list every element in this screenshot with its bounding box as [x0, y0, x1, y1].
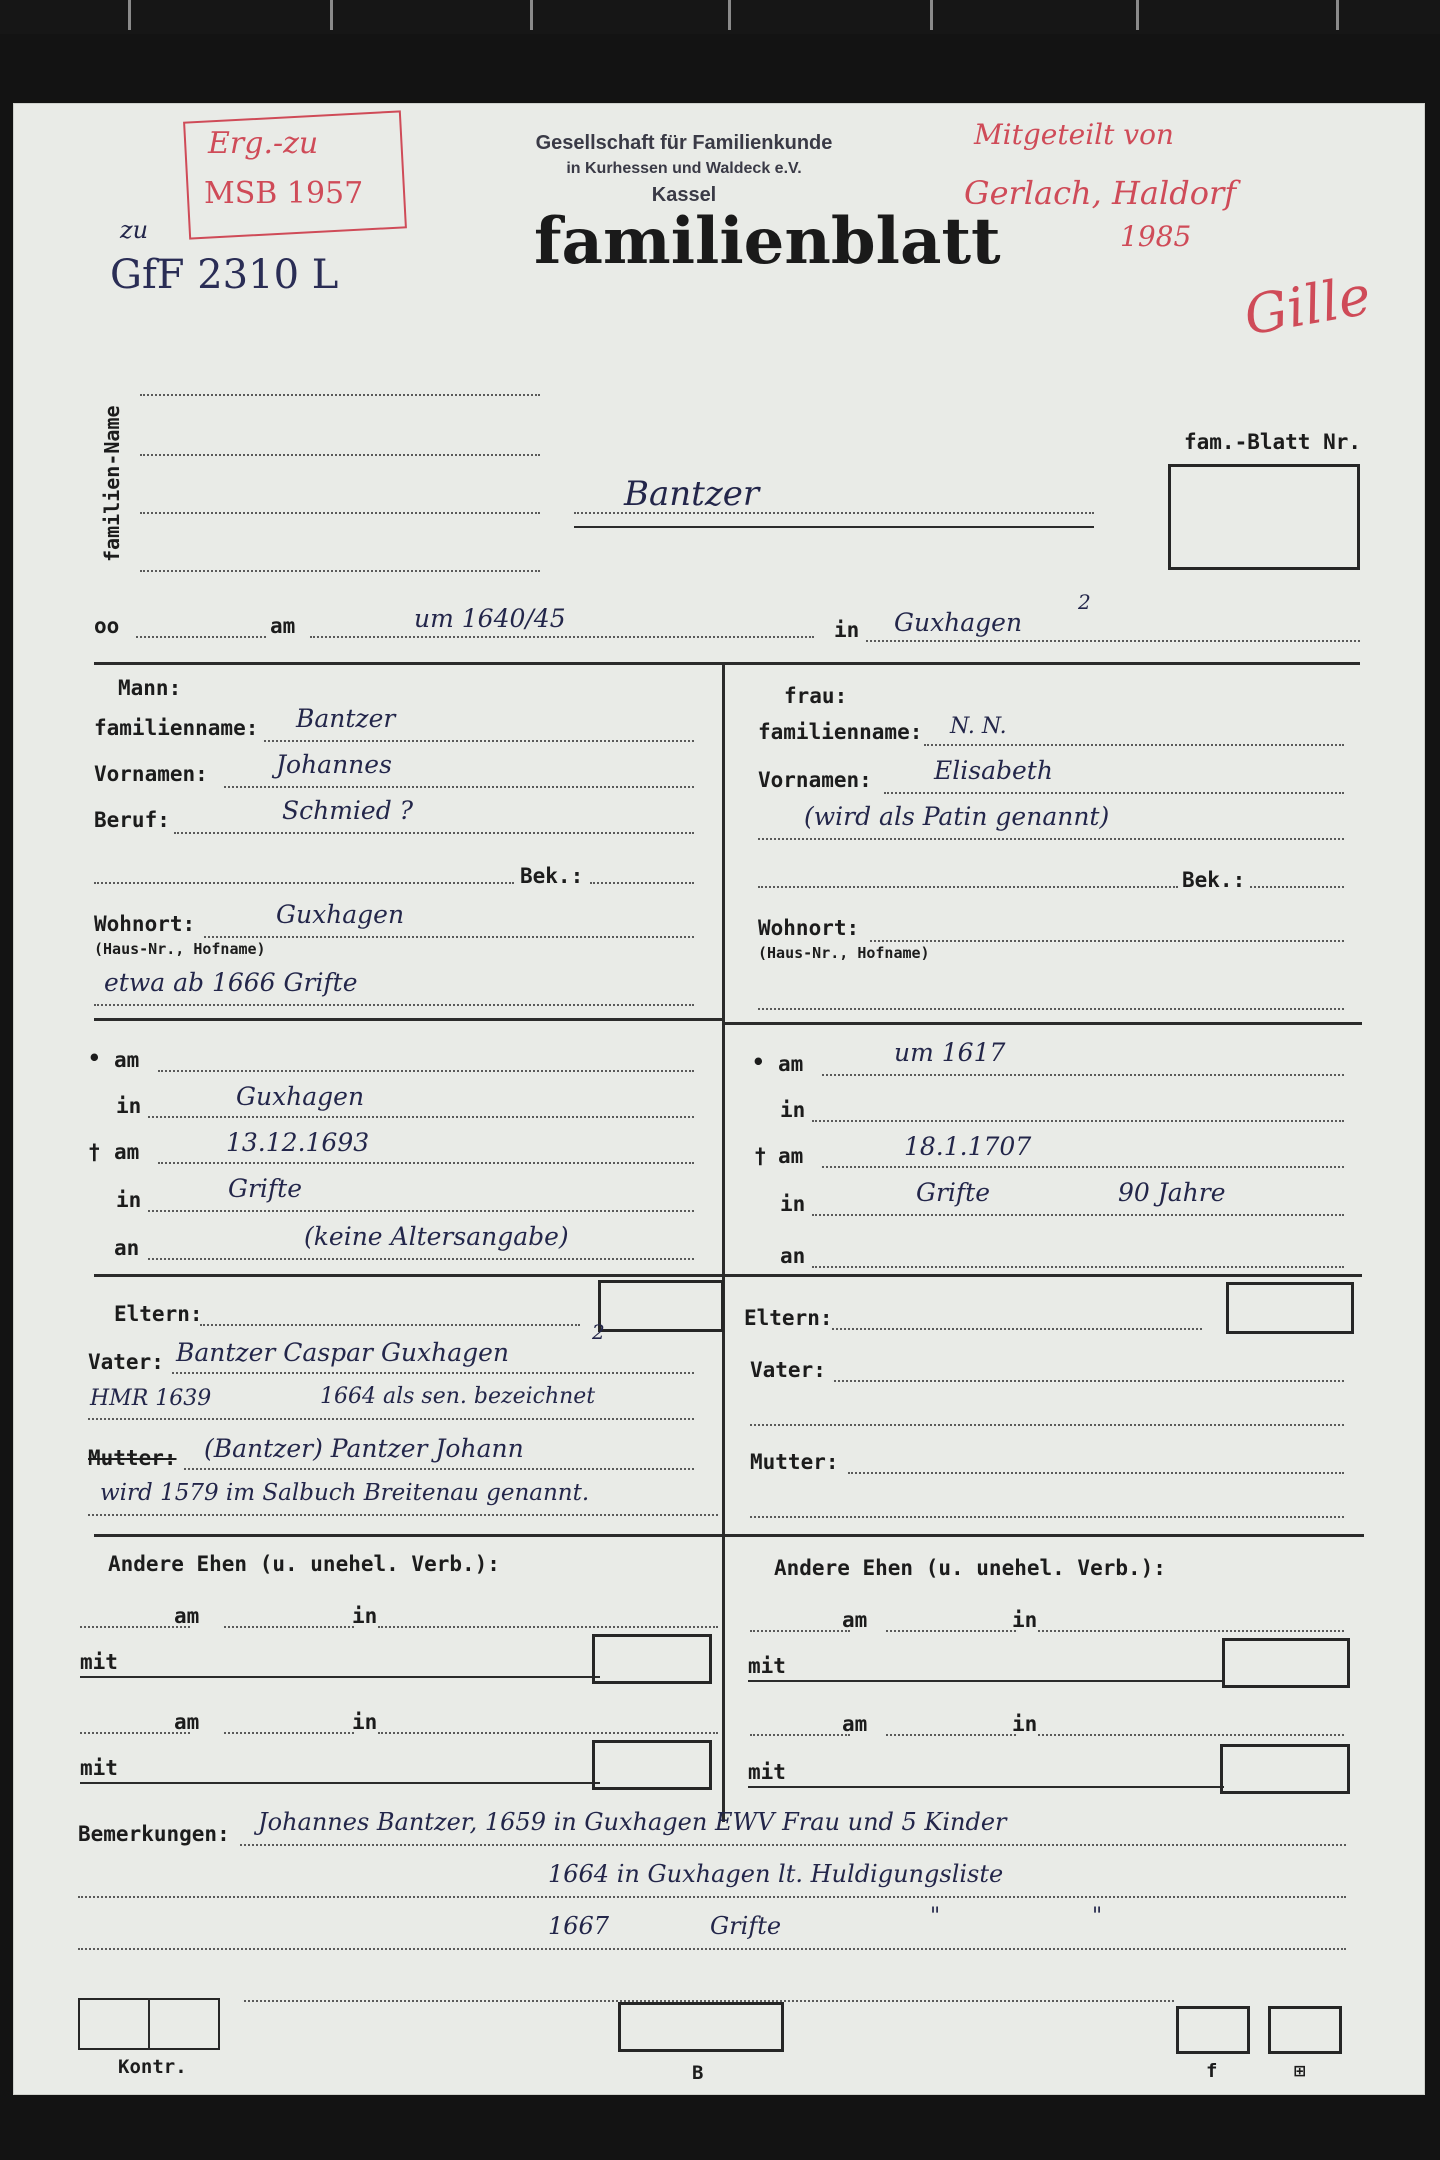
man-job: Schmied ?	[282, 796, 414, 825]
ref-prefix: zu	[120, 216, 149, 244]
stamp-line-1: Erg.-zu	[208, 126, 319, 161]
man-father-label: Vater:	[88, 1350, 164, 1374]
woman-bek-label: Bek.:	[1182, 868, 1246, 892]
section-rule	[94, 662, 1360, 665]
ditto-mark: "	[930, 1904, 941, 1929]
man-other-am-label-2: am	[174, 1710, 200, 1734]
family-name-side-label: familien-Name	[100, 405, 124, 562]
dotted-line	[750, 1424, 1344, 1426]
man-surname: Bantzer	[296, 704, 396, 733]
man-death-am-label: am	[114, 1140, 140, 1164]
dotted-line	[590, 882, 694, 884]
dotted-line	[758, 1008, 1344, 1010]
b-box[interactable]	[618, 2002, 784, 2052]
dotted-line	[172, 1372, 694, 1374]
dotted-line	[140, 394, 540, 396]
dotted-line	[224, 1732, 354, 1734]
man-birth-symbol: •	[88, 1046, 101, 1070]
man-mother-extra: wird 1579 im Salbuch Breitenau genannt.	[100, 1480, 590, 1506]
b-label: B	[692, 2062, 704, 2084]
dotted-line	[240, 1844, 1346, 1846]
dotted-line	[78, 1948, 1346, 1950]
dotted-line	[174, 832, 694, 834]
man-residence: Guxhagen	[276, 900, 405, 929]
man-residence-label: Wohnort:	[94, 912, 196, 936]
film-tick	[1136, 0, 1139, 30]
woman-surname-label: familienname:	[758, 720, 923, 744]
dotted-line	[148, 1258, 694, 1260]
woman-death-symbol: †	[754, 1144, 767, 1168]
woman-birth-am-label: am	[778, 1052, 804, 1076]
man-mother: (Bantzer) Pantzer Johann	[204, 1434, 524, 1463]
society-city: Kassel	[651, 184, 717, 206]
woman-firstname: Elisabeth	[934, 756, 1053, 785]
woman-death-date: 18.1.1707	[904, 1132, 1032, 1161]
dotted-line	[158, 1162, 694, 1164]
man-death-place: Grifte	[228, 1174, 303, 1203]
man-birth-in-label: in	[116, 1094, 142, 1118]
film-top-strip	[0, 0, 1440, 34]
man-other-marriages-label: Andere Ehen (u. unehel. Verb.):	[108, 1552, 500, 1576]
woman-parents-label: Eltern:	[744, 1306, 833, 1330]
plus-label: ⊞	[1294, 2060, 1306, 2082]
marriage-in-label: in	[834, 618, 860, 642]
man-residence-sub: (Haus-Nr., Hofname)	[94, 940, 266, 958]
dotted-line	[204, 936, 694, 938]
kontr-label: Kontr.	[118, 2056, 187, 2078]
man-parents-label: Eltern:	[114, 1302, 203, 1326]
dotted-line	[886, 1630, 1016, 1632]
dotted-line	[78, 1896, 1346, 1898]
woman-other-in-label-2: in	[1012, 1712, 1038, 1736]
man-birth-place: Guxhagen	[236, 1082, 365, 1111]
man-job-label: Beruf:	[94, 808, 170, 832]
note-line-2: Gerlach, Haldorf	[964, 174, 1237, 212]
dotted-line	[812, 1266, 1344, 1268]
man-death-symbol: †	[88, 1140, 101, 1164]
man-other-mit-label: mit	[80, 1650, 118, 1674]
man-other-in-label: in	[352, 1604, 378, 1628]
man-father-extra-1: HMR 1639	[90, 1386, 212, 1411]
dotted-line	[224, 1626, 354, 1628]
dotted-line	[866, 640, 1360, 642]
dotted-line	[822, 1074, 1344, 1076]
dotted-line	[758, 886, 1178, 888]
dotted-line	[750, 1630, 850, 1632]
dotted-line	[158, 1070, 694, 1072]
page-title: familienblatt	[534, 204, 1001, 279]
dotted-line	[140, 512, 540, 514]
film-tick	[128, 0, 131, 30]
dotted-line	[750, 1516, 1344, 1518]
man-heading: Mann:	[118, 676, 182, 700]
woman-death-place: Grifte	[916, 1178, 991, 1207]
dotted-line	[834, 1380, 1344, 1382]
woman-other-in-label: in	[1012, 1608, 1038, 1632]
center-divider	[722, 662, 725, 1822]
sheet-no-box[interactable]	[1168, 464, 1360, 570]
dotted-line	[148, 1116, 694, 1118]
marriage-date: um 1640/45	[414, 604, 566, 633]
dotted-line	[574, 512, 1094, 514]
man-death-in-label: in	[116, 1188, 142, 1212]
man-death-an-label: an	[114, 1236, 140, 1260]
surname-rule	[574, 526, 1094, 528]
remarks-label: Bemerkungen:	[78, 1822, 230, 1846]
marriage-am-label: am	[270, 614, 296, 638]
woman-other-box-2[interactable]	[1220, 1744, 1350, 1794]
film-tick	[1336, 0, 1339, 30]
marriage-symbol: oo	[94, 614, 120, 638]
dotted-line	[1250, 886, 1344, 888]
man-residence-extra: etwa ab 1666 Grifte	[104, 968, 358, 997]
man-other-box-2[interactable]	[592, 1740, 712, 1790]
dotted-line	[758, 838, 1344, 840]
man-surname-label: familienname:	[94, 716, 259, 740]
film-tick	[930, 0, 933, 30]
mit-rule	[748, 1680, 1224, 1682]
man-firstname-label: Vornamen:	[94, 762, 208, 786]
man-father: Bantzer Caspar Guxhagen	[176, 1338, 510, 1367]
dotted-line	[870, 940, 1344, 942]
man-parents-box[interactable]	[598, 1280, 724, 1332]
woman-residence-sub: (Haus-Nr., Hofname)	[758, 944, 930, 962]
woman-other-am-label-2: am	[842, 1712, 868, 1736]
dotted-line	[94, 1004, 694, 1006]
dotted-line	[224, 786, 694, 788]
man-bek-label: Bek.:	[520, 864, 584, 888]
woman-note: (wird als Patin genannt)	[804, 802, 1110, 831]
man-other-box-1[interactable]	[592, 1634, 712, 1684]
dotted-line	[884, 792, 1344, 794]
note-line-3: 1985	[1120, 220, 1192, 253]
man-death-date: 13.12.1693	[226, 1128, 370, 1157]
man-birth-am-label: am	[114, 1048, 140, 1072]
sheet-no-label: fam.-Blatt Nr.	[1184, 430, 1362, 454]
dotted-line	[140, 454, 540, 456]
woman-surname: N. N.	[950, 714, 1007, 739]
woman-other-marriages-label: Andere Ehen (u. unehel. Verb.):	[774, 1556, 1166, 1580]
dotted-line	[140, 570, 540, 572]
woman-other-mit-label-2: mit	[748, 1760, 786, 1784]
woman-other-box-1[interactable]	[1222, 1638, 1350, 1688]
woman-other-am-label: am	[842, 1608, 868, 1632]
family-surname: Bantzer	[624, 474, 760, 514]
family-sheet	[14, 104, 1424, 2094]
man-father-note: 2	[592, 1320, 605, 1344]
dotted-line	[88, 1514, 718, 1516]
dotted-line	[184, 1468, 694, 1470]
dotted-line	[200, 1324, 580, 1326]
section-rule	[94, 1018, 724, 1021]
woman-other-mit-label: mit	[748, 1654, 786, 1678]
woman-death-age: 90 Jahre	[1118, 1178, 1226, 1207]
dotted-line	[750, 1734, 850, 1736]
dotted-line	[88, 1418, 694, 1420]
woman-birth-symbol: •	[752, 1050, 765, 1074]
mit-rule	[80, 1782, 600, 1784]
society-region: in Kurhessen und Waldeck e.V.	[566, 160, 802, 177]
dotted-line	[378, 1732, 718, 1734]
man-death-cause: (keine Altersangabe)	[304, 1222, 569, 1251]
dotted-line	[310, 636, 814, 638]
woman-death-am-label: am	[778, 1144, 804, 1168]
woman-death-in-label: in	[780, 1192, 806, 1216]
man-other-mit-label-2: mit	[80, 1756, 118, 1780]
marriage-note: 2	[1078, 590, 1091, 614]
woman-heading: frau:	[784, 684, 848, 708]
remarks-line-3-year: 1667	[548, 1912, 610, 1940]
society-name: Gesellschaft für Familienkunde	[535, 132, 833, 154]
dotted-line	[1038, 1630, 1344, 1632]
section-rule	[722, 1022, 1362, 1025]
signature: Gille	[1239, 263, 1376, 348]
remarks-line-1: Johannes Bantzer, 1659 in Guxhagen EWV Frau und 5 Kinder	[258, 1808, 1007, 1836]
woman-parents-box[interactable]	[1226, 1282, 1354, 1334]
dotted-line	[136, 636, 266, 638]
man-firstname: Johannes	[276, 750, 392, 779]
note-line-1: Mitgeteilt von	[974, 118, 1174, 151]
remarks-line-3-place: Grifte	[710, 1912, 782, 1940]
section-rule	[94, 1274, 1362, 1277]
dotted-line	[924, 744, 1344, 746]
woman-mother-label: Mutter:	[750, 1450, 839, 1474]
dotted-line	[264, 740, 694, 742]
dotted-line	[822, 1166, 1344, 1168]
marriage-place: Guxhagen	[894, 608, 1023, 637]
dotted-line	[148, 1210, 694, 1212]
man-father-extra-2: 1664 als sen. bezeichnet	[320, 1384, 596, 1409]
dotted-line	[1038, 1734, 1344, 1736]
man-mother-label: Mutter:	[88, 1446, 177, 1470]
dotted-line	[832, 1328, 1202, 1330]
dotted-line	[378, 1626, 718, 1628]
woman-residence-label: Wohnort:	[758, 916, 860, 940]
film-tick	[330, 0, 333, 30]
kontr-box-divider	[148, 1998, 150, 2050]
dotted-line	[848, 1472, 1344, 1474]
plus-box[interactable]	[1268, 2006, 1342, 2054]
f-box[interactable]	[1176, 2006, 1250, 2054]
ditto-mark: "	[1092, 1904, 1103, 1929]
woman-birth-date: um 1617	[894, 1038, 1006, 1067]
woman-birth-in-label: in	[780, 1098, 806, 1122]
film-tick	[728, 0, 731, 30]
f-label: f	[1206, 2060, 1218, 2082]
man-other-in-label-2: in	[352, 1710, 378, 1734]
woman-father-label: Vater:	[750, 1358, 826, 1382]
woman-death-an-label: an	[780, 1244, 806, 1268]
film-tick	[530, 0, 533, 30]
dotted-line	[812, 1120, 1344, 1122]
dotted-line	[94, 882, 514, 884]
dotted-line	[812, 1214, 1344, 1216]
woman-firstname-label: Vornamen:	[758, 768, 872, 792]
dotted-line	[886, 1734, 1016, 1736]
mit-rule	[80, 1676, 600, 1678]
stamp-line-2: MSB 1957	[204, 176, 364, 211]
section-rule	[94, 1534, 1364, 1537]
mit-rule	[748, 1786, 1224, 1788]
ref-code: GfF 2310 L	[110, 252, 339, 298]
man-other-am-label: am	[174, 1604, 200, 1628]
remarks-line-2: 1664 in Guxhagen lt. Huldigungsliste	[548, 1860, 1004, 1888]
